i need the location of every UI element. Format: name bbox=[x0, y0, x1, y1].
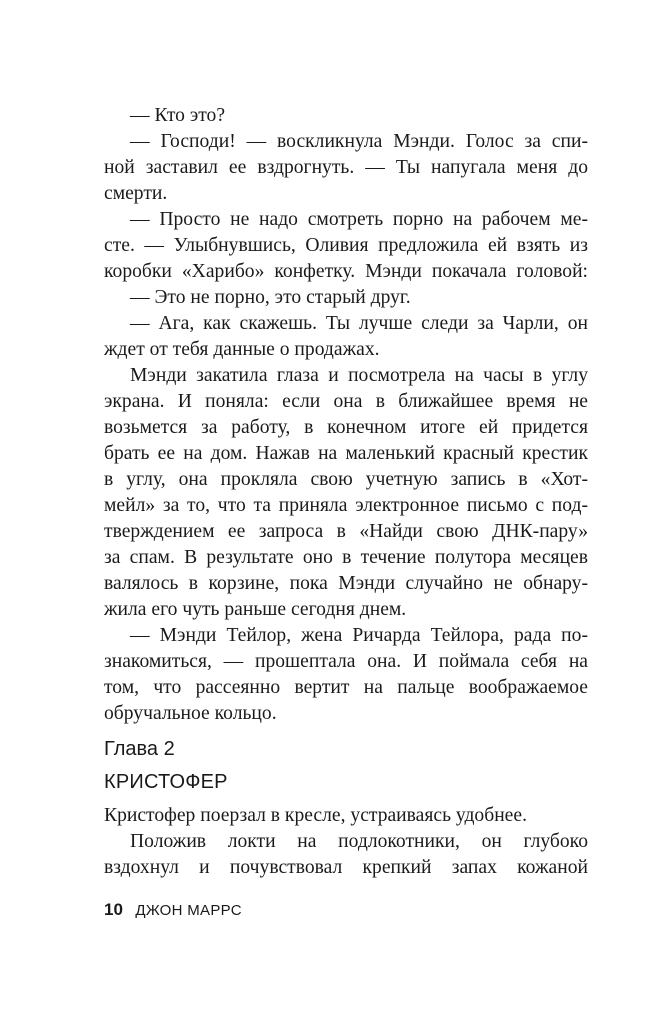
chapter-title: КРИСТОФЕР bbox=[104, 771, 228, 793]
text-line: жила его чуть раньше сегодня днем. bbox=[104, 599, 407, 620]
running-head-author: ДЖОН МАРРС bbox=[135, 902, 242, 919]
text-line: в углу, она прокляла свою учетную запись в «Хот- bbox=[104, 469, 588, 490]
text-line: — Это не порно, это старый друг. bbox=[130, 287, 411, 308]
text-line: мейл» за то, что та приняла электронное письмо с под- bbox=[104, 495, 588, 516]
text-line: брать ее на дом. Нажав на маленький красный крестик bbox=[104, 443, 588, 464]
text-line: экрана. И поняла: если она в ближайшее время не bbox=[104, 391, 588, 412]
page-footer bbox=[104, 898, 242, 922]
chapter-label: Глава 2 bbox=[104, 738, 175, 760]
text-line: — Ага, как скажешь. Ты лучше следи за Чарли, он bbox=[130, 313, 588, 334]
text-line: тверждением ее запроса в «Найди свою ДНК-пару» bbox=[104, 521, 588, 542]
text-line: Кристофер поерзал в кресле, устраиваясь удобнее. bbox=[104, 805, 527, 826]
text-line: том, что рассеянно вертит на пальце воображаемое bbox=[104, 677, 588, 698]
text-line: — Просто не надо смотреть порно на рабочем ме- bbox=[130, 209, 588, 230]
text-line: — Мэнди Тейлор, жена Ричарда Тейлора, рада по- bbox=[130, 625, 588, 646]
text-line: вздохнул и почувствовал крепкий запах кожаной bbox=[104, 857, 588, 878]
text-line: знакомиться, — прошептала она. И поймала себя на bbox=[104, 651, 588, 672]
text-line: Мэнди закатила глаза и посмотрела на часы в углу bbox=[130, 365, 588, 386]
text-line: коробки «Харибо» конфетку. Мэнди покачала головой: bbox=[104, 261, 588, 282]
text-line: — Кто это? bbox=[130, 105, 226, 126]
text-line: смерти. bbox=[104, 183, 168, 204]
text-line: сте. — Улыбнувшись, Оливия предложила ей взять из bbox=[104, 235, 588, 256]
text-line: валялось в корзине, пока Мэнди случайно не обнару- bbox=[104, 573, 588, 594]
page-number: 10 bbox=[104, 900, 123, 919]
text-line: Положив локти на подлокотники, он глубоко bbox=[130, 831, 588, 852]
text-line: — Господи! — воскликнула Мэнди. Голос за спи- bbox=[130, 131, 588, 152]
text-line: ной заставил ее вздрогнуть. — Ты напугала меня до bbox=[104, 157, 588, 178]
text-line: ждет от тебя данные о продажах. bbox=[104, 339, 380, 360]
text-line: за спам. В результате оно в течение полутора месяцев bbox=[104, 547, 588, 568]
text-line: обручальное кольцо. bbox=[104, 703, 277, 724]
text-line: возьмется за работу, в конечном итоге ей придется bbox=[104, 417, 588, 438]
